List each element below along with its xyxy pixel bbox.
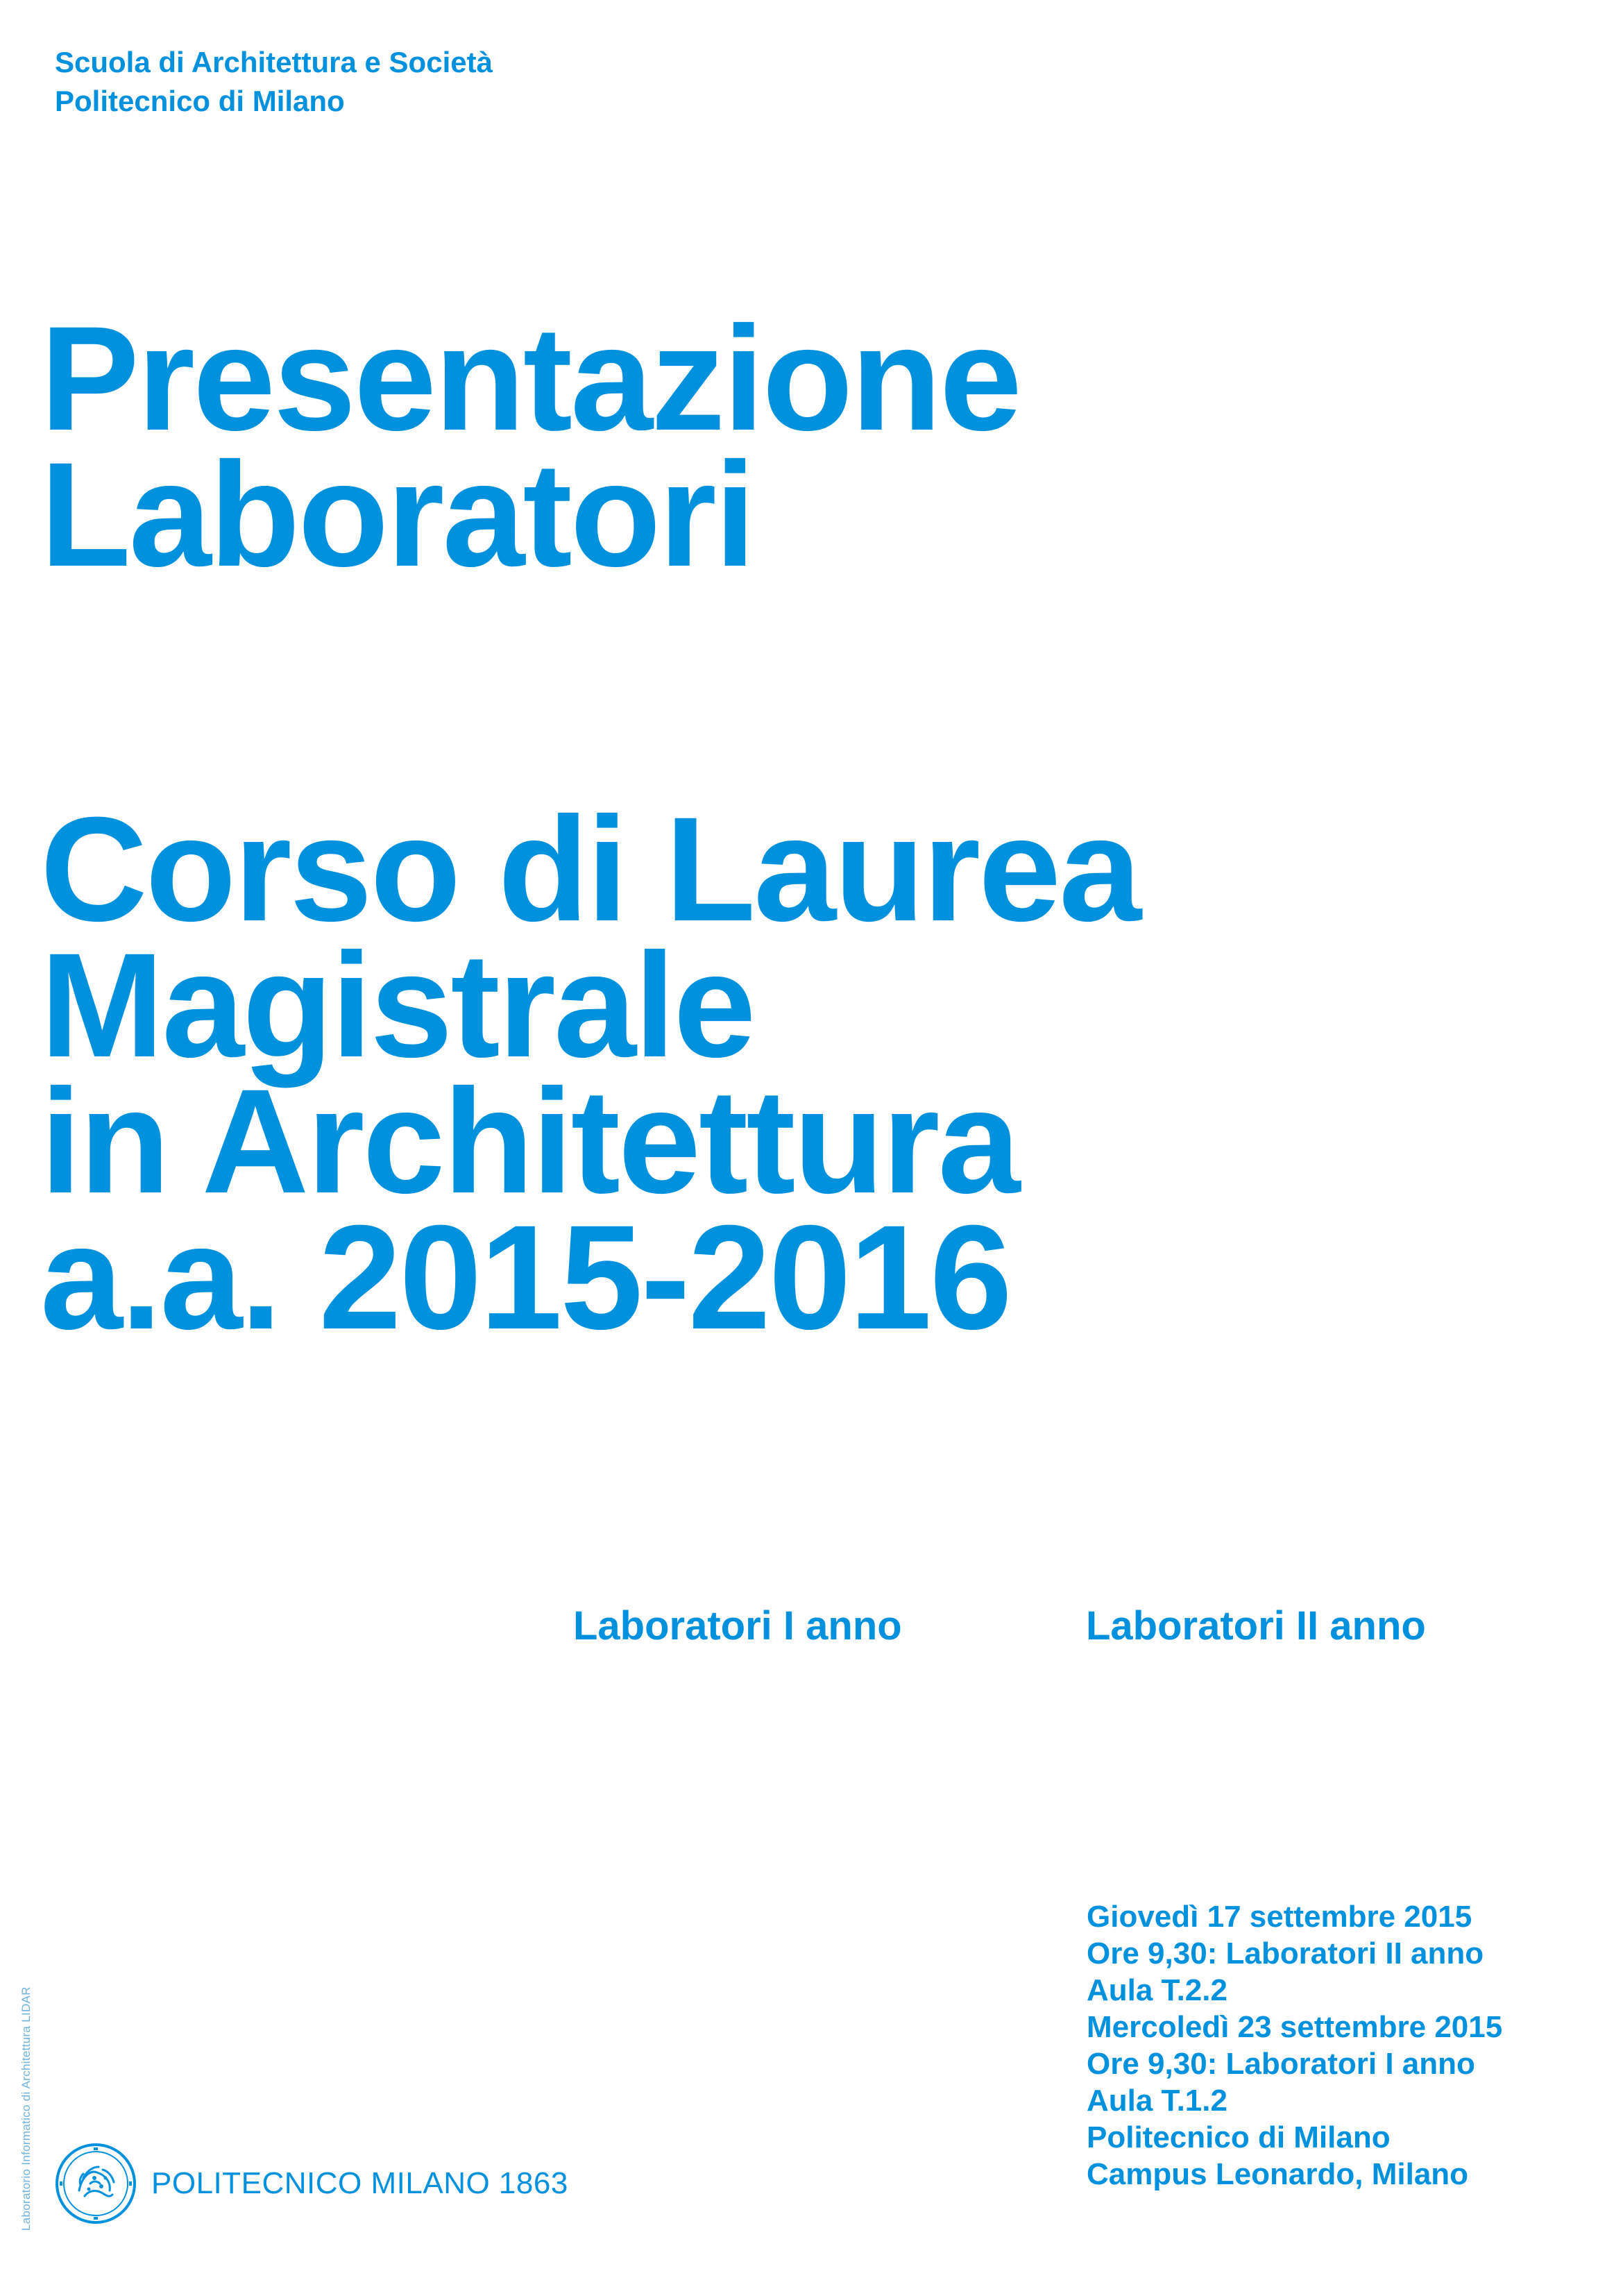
schedule-line: Aula T.2.2 (1087, 1973, 1227, 2007)
vertical-credit: Laboratorio Informatico di Architettura LIDAR (19, 1986, 33, 2231)
school-header (55, 43, 493, 121)
main-title-line: Laboratori (40, 432, 754, 598)
main-title (40, 296, 1020, 598)
schedule-line: Aula T.1.2 (1087, 2084, 1227, 2118)
university-logo (54, 2140, 568, 2227)
schedule-block (1087, 1898, 1502, 2193)
schedule-line: Ore 9,30: Laboratori II anno (1087, 1936, 1484, 1970)
schedule-line: Campus Leonardo, Milano (1087, 2157, 1469, 2191)
university-name: Politecnico di Milano (55, 85, 345, 117)
course-title-line: Corso di Laurea (40, 786, 1140, 952)
course-title-line: a.a. 2015-2016 (40, 1195, 1010, 1360)
lab-first-year: Laboratori I anno (573, 1603, 902, 1648)
schedule-line: Giovedì 17 settembre 2015 (1087, 1900, 1472, 1934)
lab-second-year: Laboratori II anno (1086, 1603, 1426, 1648)
logo-text: POLITECNICO MILANO 1863 (151, 2166, 568, 2200)
schedule-line: Politecnico di Milano (1087, 2120, 1391, 2154)
seal-icon (54, 2142, 137, 2225)
course-title (40, 786, 1140, 1360)
schedule-line: Mercoledì 23 settembre 2015 (1087, 2010, 1503, 2044)
school-name: Scuola di Architettura e Società (55, 46, 493, 78)
course-title-line: in Architettura (40, 1058, 1019, 1224)
schedule-line: Ore 9,30: Laboratori I anno (1087, 2047, 1475, 2081)
course-title-line: Magistrale (40, 922, 754, 1088)
main-title-line: Presentazione (40, 296, 1020, 462)
